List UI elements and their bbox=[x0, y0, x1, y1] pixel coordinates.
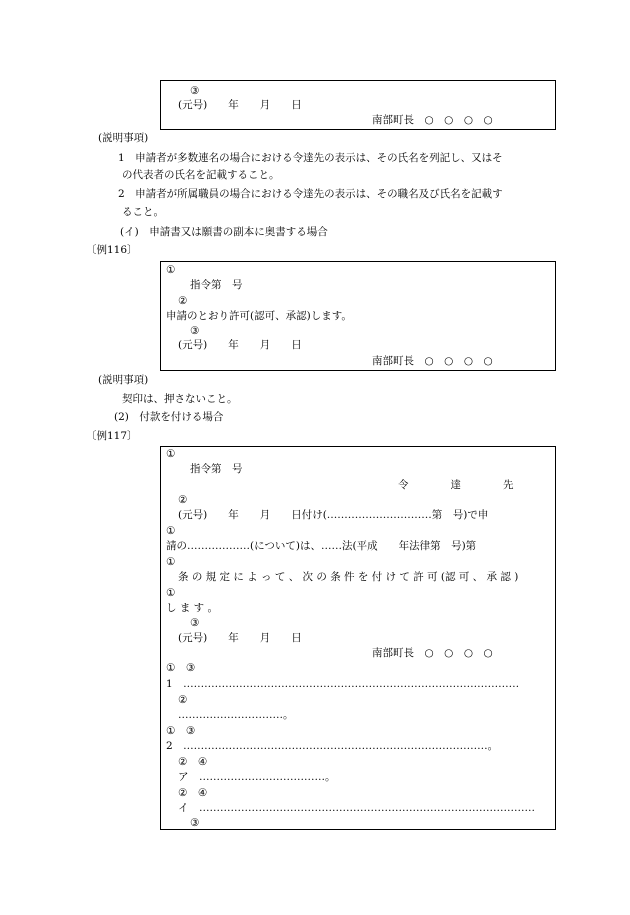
circle-mark-1: ① bbox=[166, 525, 176, 537]
note-item-2-line-2: ること。 bbox=[122, 206, 164, 218]
note-item-1-line-1: 1 申請者が多数連名の場合における令達先の表示は、その氏名を列記し、又はそ bbox=[118, 152, 503, 164]
circle-mark-2: ② bbox=[178, 295, 188, 307]
order-number: 指令第 号 bbox=[190, 463, 243, 475]
circle-mark-1: ① bbox=[166, 587, 176, 599]
note-seal-text: 契印は、押さないこと。 bbox=[122, 393, 238, 405]
signature-line: 南部町長 ○ ○ ○ ○ bbox=[372, 647, 493, 659]
subheading-i: (イ) 申請書又は願書の副本に奥書する場合 bbox=[120, 226, 328, 238]
circle-marks-1-3: ① ③ bbox=[166, 662, 196, 674]
notes-heading: (説明事項) bbox=[98, 132, 149, 144]
approval-text: 申請のとおり許可(認可、承認)します。 bbox=[166, 310, 352, 322]
circle-mark-3: ③ bbox=[190, 617, 200, 629]
circle-marks-2-4: ② ④ bbox=[178, 756, 208, 768]
sub-condition-i-line: イ …………………………………………………………………………………… bbox=[178, 802, 535, 814]
signature-line: 南部町長 ○ ○ ○ ○ bbox=[372, 114, 493, 126]
closing-line: し ま す 。 bbox=[166, 602, 219, 614]
date-reference-line: (元号) 年 月 日付け(…………………………第 号)で申 bbox=[178, 509, 489, 521]
example-116-label: 〔例116〕 bbox=[86, 244, 138, 256]
article-condition-line: 条 の 規 定 に よ っ て 、 次 の 条 件 を 付 け て 許 可 (認 可 、 承 認 ) bbox=[178, 571, 519, 583]
signature-line: 南部町長 ○ ○ ○ ○ bbox=[372, 355, 493, 367]
condition-2-line: 2 ……………………………………………………………………………。 bbox=[166, 740, 499, 752]
circle-mark-1: ① bbox=[166, 556, 176, 568]
circle-mark-1: ① bbox=[166, 264, 176, 276]
date-line: (元号) 年 月 日 bbox=[178, 99, 302, 111]
circle-mark-1: ① bbox=[166, 448, 176, 460]
circle-mark-3: ③ bbox=[190, 85, 200, 97]
circle-marks-1-3: ① ③ bbox=[166, 725, 196, 737]
subheading-2: (2) 付款を付ける場合 bbox=[114, 411, 224, 423]
sub-condition-a-line: ア ………………………………。 bbox=[178, 771, 336, 783]
condition-1-line: 1 …………………………………………………………………………………… bbox=[166, 678, 520, 690]
circle-marks-2-4: ② ④ bbox=[178, 787, 208, 799]
circle-mark-3: ③ bbox=[190, 817, 200, 829]
note-item-1-line-2: の代表者の氏名を記載すること。 bbox=[122, 169, 280, 181]
notes-heading: (説明事項) bbox=[98, 374, 149, 386]
law-reference-line: 請の………………(について)は、……法(平成 年法律第 号)第 bbox=[166, 540, 477, 552]
circle-mark-3: ③ bbox=[190, 325, 200, 337]
circle-mark-2: ② bbox=[178, 494, 188, 506]
date-line: (元号) 年 月 日 bbox=[178, 632, 302, 644]
order-number: 指令第 号 bbox=[190, 279, 243, 291]
condition-1-continuation: …………………………。 bbox=[178, 709, 294, 721]
circle-mark-2: ② bbox=[178, 694, 188, 706]
date-line: (元号) 年 月 日 bbox=[178, 339, 302, 351]
note-item-2-line-1: 2 申請者が所属職員の場合における令達先の表示は、その職名及び氏名を記載す bbox=[118, 188, 503, 200]
recipient-label: 令 達 先 bbox=[398, 479, 514, 491]
example-117-label: 〔例117〕 bbox=[86, 430, 138, 442]
